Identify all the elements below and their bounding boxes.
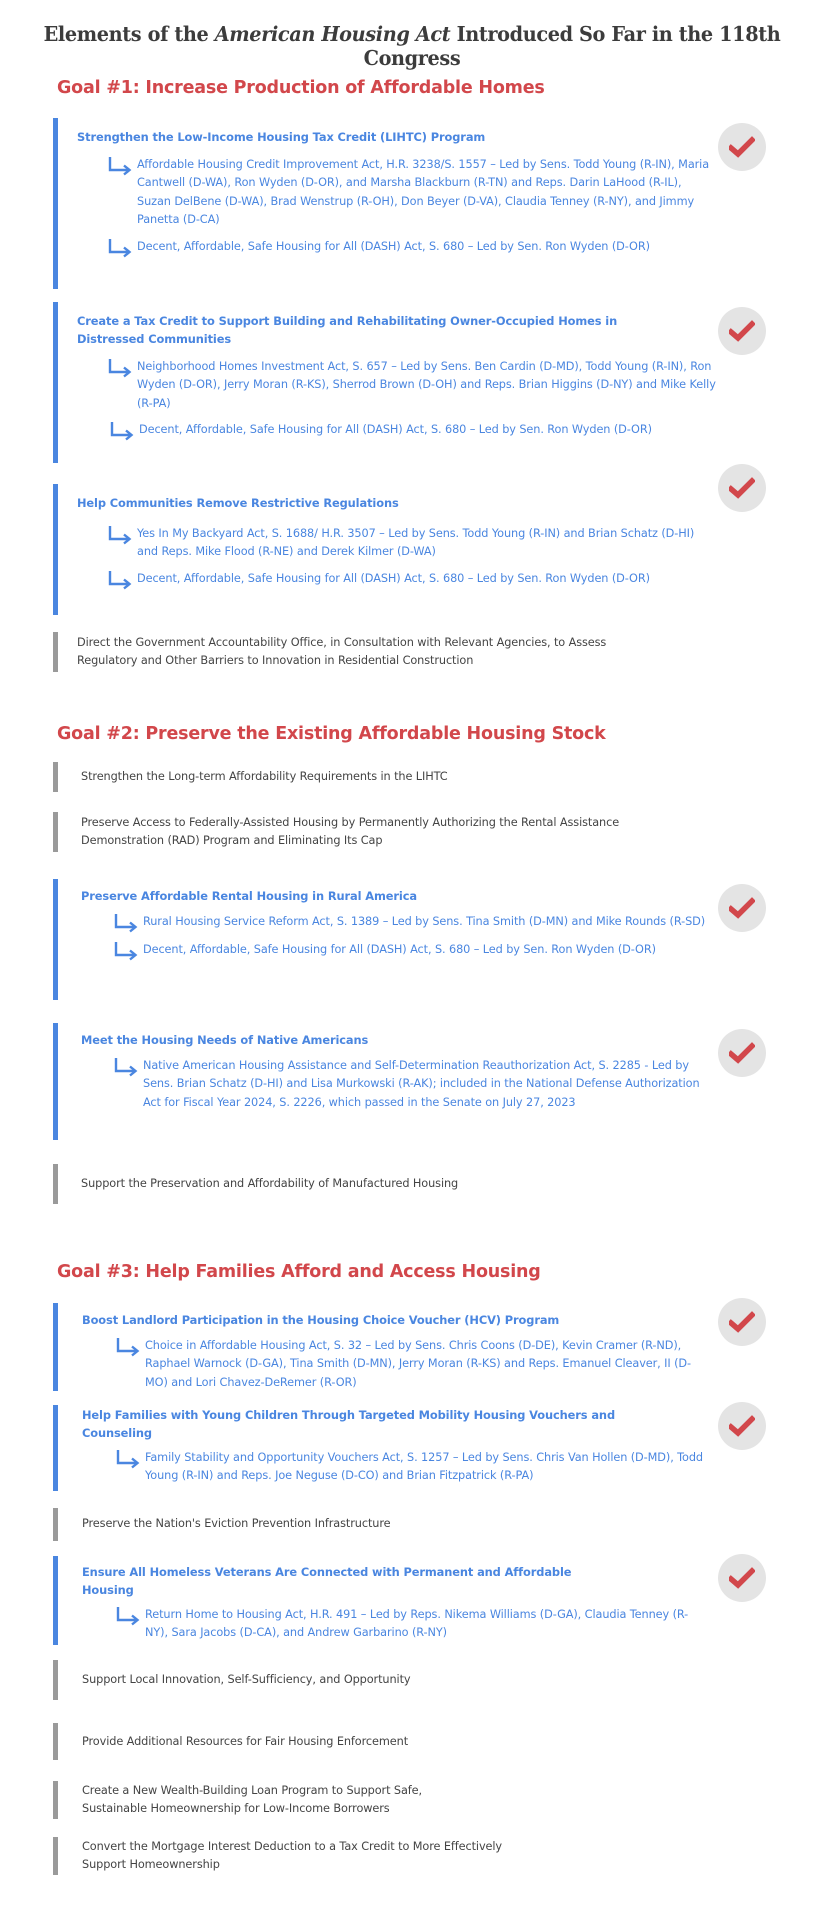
not-introduced-bar: [53, 1723, 58, 1760]
bill-text: Decent, Affordable, Safe Housing for All (DASH) Act, S. 680 – Led by Sen. Ron Wyden (D-OR): [139, 422, 652, 436]
check-icon: [729, 1566, 755, 1590]
bill-entry: [137, 358, 717, 413]
goal-1-item-3: [53, 484, 723, 615]
not-introduced-bar: [53, 1508, 58, 1541]
introduced-bar: [53, 118, 58, 289]
introduced-check-badge: [718, 307, 766, 355]
bill-text: Native American Housing Assistance and Self-Determination Reauthorization Act, S. 2285 - Led by Sens. Brian Schatz (D-HI) and Lisa Murkowski (R-AK); included in the National Defense Authorization Act for Fiscal Year 2024, S. 2226, which passed in the Senate on July 27, 2023: [143, 1059, 700, 1109]
title-suffix: Introduced So Far in the 118th Congress: [363, 22, 781, 70]
title-italic: American Housing Act: [214, 22, 451, 46]
not-introduced-bar: [53, 812, 58, 852]
goal-1-item-2: [53, 302, 723, 463]
page-title: [25, 22, 800, 70]
item-title: Boost Landlord Participation in the Housing Choice Voucher (HCV) Program: [82, 1313, 560, 1327]
bill-text: Yes In My Backyard Act, S. 1688/ H.R. 3507 – Led by Sens. Todd Young (R-IN) and Brian Schatz (D-HI) and Reps. Mike Flood (R-NE) and Derek Kilmer (D-WA): [137, 527, 695, 559]
item-title: Preserve Access to Federally-Assisted Housing by Permanently Authorizing the Rental Assistance Demonstration (RAD) Program and Eliminating Its Cap: [81, 816, 620, 847]
bill-text: Decent, Affordable, Safe Housing for All (DASH) Act, S. 680 – Led by Sen. Ron Wyden (D-OR): [137, 571, 650, 585]
item-title: Direct the Government Accountability Office, in Consultation with Relevant Agencies, to Assess Regulatory and Other Barriers to Innovation in Residential Construction: [77, 636, 607, 667]
arrow-return-icon: [107, 358, 133, 382]
arrow-return-icon: [107, 570, 133, 594]
goal-3-item-4: [53, 1556, 723, 1645]
item-title: Preserve the Nation's Eviction Prevention Infrastructure: [82, 1517, 391, 1530]
item-title: Meet the Housing Needs of Native Americans: [81, 1033, 369, 1047]
goal-3-item-8: [53, 1837, 723, 1875]
introduced-check-badge: [718, 1029, 766, 1077]
item-title: Strengthen the Low-Income Housing Tax Credit (LIHTC) Program: [77, 130, 486, 144]
bill-entry: [139, 421, 719, 439]
check-icon: [729, 319, 755, 343]
not-introduced-bar: [53, 1660, 58, 1700]
bill-text: Return Home to Housing Act, H.R. 491 – Led by Reps. Nikema Williams (D-GA), Claudia Tenney (R-NY), Sara Jacobs (D-CA), and Andrew Garbarino (R-NY): [145, 1608, 689, 1640]
bill-text: Family Stability and Opportunity Vouchers Act, S. 1257 – Led by Sens. Chris Van Hollen (D-MD), Todd Young (R-IN) and Reps. Joe Neguse (D-CO) and Brian Fitzpatrick (R-PA): [145, 1451, 704, 1483]
goal-3-item-7: [53, 1781, 723, 1819]
bill-entry: [143, 941, 723, 959]
item-title: Support Local Innovation, Self-Sufficiency, and Opportunity: [82, 1673, 411, 1686]
goal-1-heading: Goal #1: Increase Production of Affordable Homes: [57, 78, 545, 98]
arrow-return-icon: [113, 913, 139, 937]
goal-2-item-3: [53, 879, 723, 1000]
goal-3-item-6: [53, 1723, 723, 1760]
introduced-check-badge: [718, 464, 766, 512]
arrow-return-icon: [107, 156, 133, 180]
arrow-return-icon: [107, 525, 133, 549]
arrow-return-icon: [113, 941, 139, 965]
check-icon: [729, 1041, 755, 1065]
bill-text: Decent, Affordable, Safe Housing for All (DASH) Act, S. 680 – Led by Sen. Ron Wyden (D-OR): [137, 240, 650, 254]
introduced-check-badge: [718, 123, 766, 171]
introduced-check-badge: [718, 1554, 766, 1602]
introduced-bar: [53, 879, 58, 1000]
arrow-return-icon: [107, 238, 133, 262]
introduced-bar: [53, 484, 58, 615]
goal-3-item-3: [53, 1508, 723, 1541]
introduced-bar: [53, 1023, 58, 1140]
introduced-bar: [53, 1303, 58, 1391]
goal-3-heading: Goal #3: Help Families Afford and Access Housing: [57, 1262, 541, 1282]
bill-entry: [143, 913, 723, 931]
check-icon: [729, 1310, 755, 1334]
bill-entry: [137, 570, 717, 588]
title-prefix: Elements of the: [43, 22, 215, 46]
item-title: Preserve Affordable Rental Housing in Rural America: [81, 889, 417, 903]
item-title: Help Communities Remove Restrictive Regulations: [77, 496, 399, 510]
bill-entry: [145, 1337, 710, 1392]
check-icon: [729, 896, 755, 920]
bill-text: Choice in Affordable Housing Act, S. 32 – Led by Sens. Chris Coons (D-DE), Kevin Cramer (R-ND), Raphael Warnock (D-GA), Tina Smith (D-MN), Jerry Moran (R-KS) and Reps. Emanuel Cleaver, II (D-MO) and Lori Chavez-DeRemer (R-OR): [145, 1339, 692, 1389]
arrow-return-icon: [109, 421, 135, 445]
bill-entry: [143, 1057, 708, 1112]
item-title: Convert the Mortgage Interest Deduction to a Tax Credit to More Effectively Support Homeownership: [82, 1840, 503, 1871]
goal-2-item-1: [53, 762, 723, 792]
bill-text: Affordable Housing Credit Improvement Act, H.R. 3238/S. 1557 – Led by Sens. Todd Young (R-IN), Maria Cantwell (D-WA), Ron Wyden (D-OR), and Marsha Blackburn (R-TN) and Reps. Darin LaHood (R-IL), Suzan DelBene (D-WA), Brad Wenstrup (R-OH), Don Beyer (D-VA), Claudia Tenney (R-NY), and Jimmy Panetta (D-CA): [137, 158, 710, 226]
bill-entry: [137, 156, 717, 229]
item-title: Strengthen the Long-term Affordability Requirements in the LIHTC: [81, 770, 448, 783]
introduced-bar: [53, 1405, 58, 1491]
bill-text: Decent, Affordable, Safe Housing for All (DASH) Act, S. 680 – Led by Sen. Ron Wyden (D-OR): [143, 943, 656, 957]
arrow-return-icon: [115, 1337, 141, 1361]
check-icon: [729, 476, 755, 500]
item-title: Create a Tax Credit to Support Building and Rehabilitating Owner-Occupied Homes in Distressed Communities: [77, 314, 618, 346]
not-introduced-bar: [53, 762, 58, 792]
arrow-return-icon: [115, 1449, 141, 1473]
item-title: Provide Additional Resources for Fair Housing Enforcement: [82, 1735, 409, 1748]
not-introduced-bar: [53, 1837, 58, 1875]
not-introduced-bar: [53, 1781, 58, 1819]
item-title: Create a New Wealth-Building Loan Program to Support Safe, Sustainable Homeownership for Low-Income Borrowers: [82, 1784, 423, 1815]
bill-entry: [137, 238, 717, 256]
introduced-bar: [53, 1556, 58, 1645]
goal-2-heading: Goal #2: Preserve the Existing Affordable Housing Stock: [57, 724, 606, 744]
goal-3-item-5: [53, 1660, 723, 1700]
goal-2-item-2: [53, 812, 723, 852]
introduced-check-badge: [718, 1298, 766, 1346]
item-title: Support the Preservation and Affordability of Manufactured Housing: [81, 1177, 459, 1190]
bill-entry: [145, 1606, 690, 1643]
bill-entry: [145, 1449, 715, 1486]
goal-1-item-4: [53, 632, 723, 672]
not-introduced-bar: [53, 632, 58, 672]
goal-1-item-1: [53, 118, 723, 289]
goal-3-item-2: [53, 1405, 723, 1491]
introduced-bar: [53, 302, 58, 463]
check-icon: [729, 135, 755, 159]
bill-text: Rural Housing Service Reform Act, S. 1389 – Led by Sens. Tina Smith (D-MN) and Mike Rounds (R-SD): [143, 915, 706, 928]
goal-2-item-5: [53, 1164, 723, 1204]
arrow-return-icon: [113, 1057, 139, 1081]
goal-2-item-4: [53, 1023, 723, 1140]
item-title: Help Families with Young Children Through Targeted Mobility Housing Vouchers and Counseling: [82, 1408, 615, 1440]
bill-entry: [137, 525, 717, 562]
arrow-return-icon: [115, 1606, 141, 1630]
bill-text: Neighborhood Homes Investment Act, S. 657 – Led by Sens. Ben Cardin (D-MD), Todd Young (R-IN), Ron Wyden (D-OR), Jerry Moran (R-KS), Sherrod Brown (D-OH) and Reps. Brian Higgins (D-NY) and Mike Kelly (R-PA): [137, 360, 716, 410]
item-title: Ensure All Homeless Veterans Are Connected with Permanent and Affordable Housing: [82, 1565, 572, 1597]
introduced-check-badge: [718, 884, 766, 932]
not-introduced-bar: [53, 1164, 58, 1204]
goal-3-item-1: [53, 1303, 723, 1391]
introduced-check-badge: [718, 1402, 766, 1450]
check-icon: [729, 1414, 755, 1438]
